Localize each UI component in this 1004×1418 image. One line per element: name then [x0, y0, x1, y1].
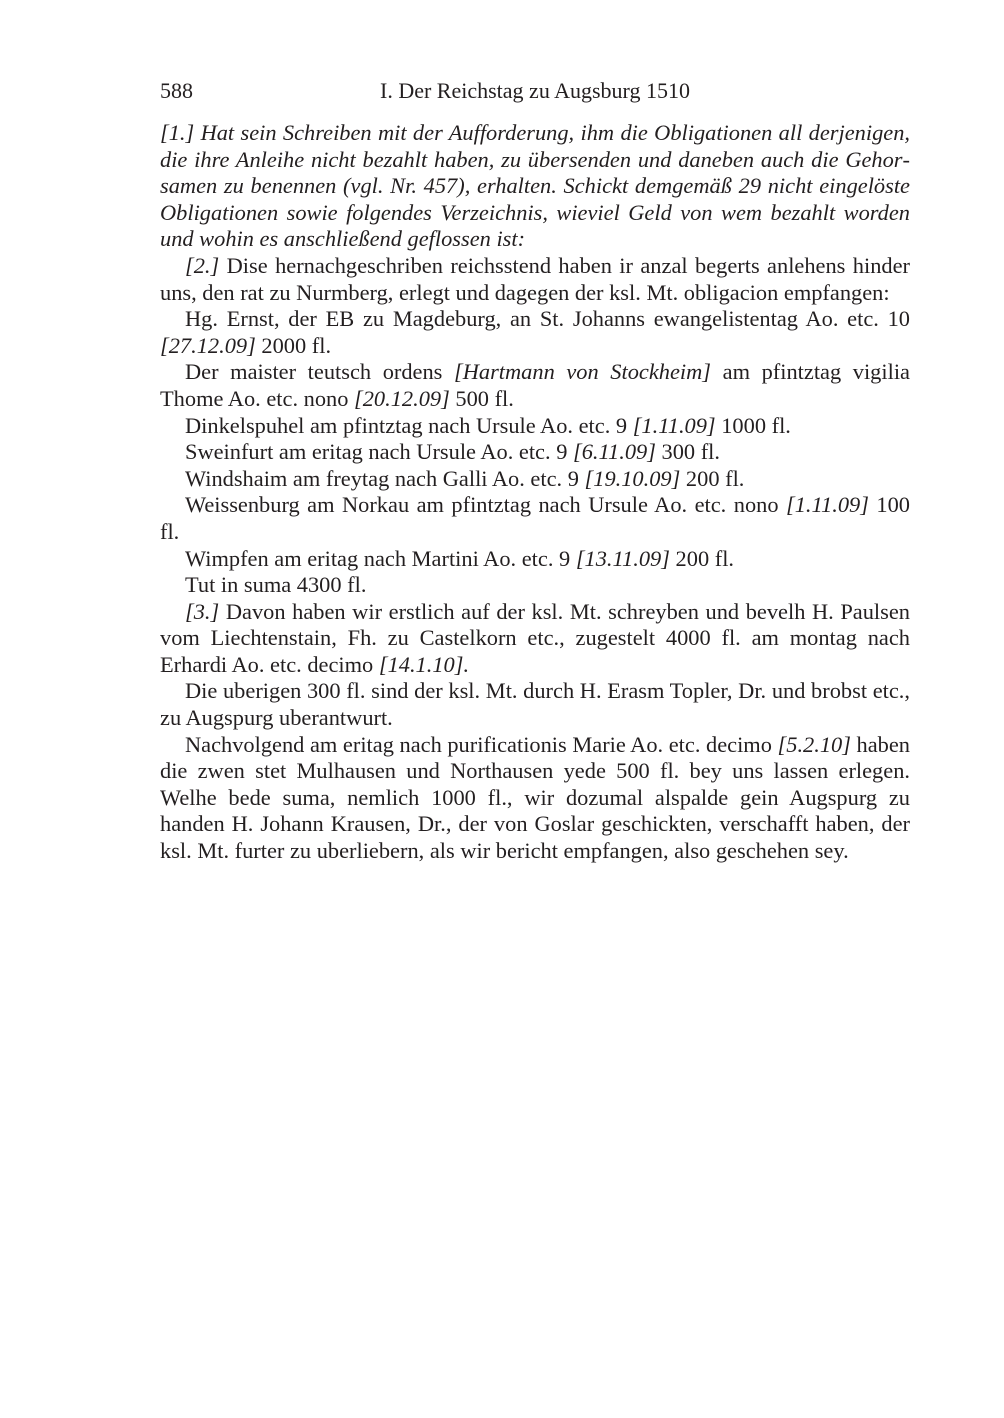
payment-entry [160, 306, 910, 359]
editorial-note: [Hartmann von Stockheim] [454, 359, 712, 385]
document-page [160, 78, 910, 865]
entry-text: am pfintztag vigilia Thome Ao. etc. nono [160, 359, 910, 411]
payment-entry [160, 439, 910, 466]
paragraph-text: Nachvolgend am eritag nach purificationis Marie Ao. etc. decimo [185, 731, 778, 757]
entry-amount: 200 fl. [669, 545, 735, 571]
paragraph-4: Die uberigen 300 fl. sind der ksl. Mt. durch H. Erasm Topler, Dr. und brobst etc., zu Augspurg uberantwurt. [160, 678, 910, 731]
entry-text: Der maister teutsch ordens [185, 359, 454, 385]
running-head [160, 78, 910, 112]
entry-date: [27.12.09] [160, 332, 256, 358]
entry-text: Hg. Ernst, der EB zu Magdeburg, an St. Johanns ewangelistentag Ao. etc. 10 [185, 306, 910, 332]
payment-entry [160, 413, 910, 440]
payment-entry [160, 359, 910, 412]
payment-entry [160, 546, 910, 573]
entry-date: [20.12.09] [354, 385, 450, 411]
entry-text: Weissenburg am Norkau am pfintztag nach Ursule Ao. etc. nono [185, 492, 786, 518]
section-marker: [2.] [185, 252, 220, 278]
payment-entry [160, 492, 910, 545]
entry-text: Dinkelspuhel am pfintztag nach Ursule Ao. etc. 9 [185, 412, 633, 438]
entry-date: [19.10.09] [584, 465, 681, 491]
entry-date: [14.1.10]. [378, 651, 470, 677]
entry-amount: 500 fl. [449, 385, 514, 411]
payment-entry [160, 466, 910, 493]
entry-amount: 1000 fl. [715, 412, 791, 438]
entry-date: [1.11.09] [632, 412, 716, 438]
entry-text: Sweinfurt am eritag nach Ursule Ao. etc. 9 [185, 439, 573, 465]
entry-date: [5.2.10] [777, 731, 851, 757]
paragraph-text: Dise hernachgeschriben reichsstend haben ir anzal begerts anlehens hinder uns, den rat zu Nurmberg, erlegt und dagegen der ksl. Mt. obligacion empfangen: [160, 252, 910, 305]
paragraph-5 [160, 732, 910, 865]
total-line: Tut in suma 4300 fl. [185, 572, 367, 598]
entry-amount: 2000 fl. [255, 332, 332, 358]
summary-paragraph: [1.] Hat sein Schreiben mit der Aufforderung, ihm die Obligationen all derjenigen, die ihre Anleihe nicht bezahlt haben, zu übersenden und daneben auch die Gehorsamen zu benennen (vgl. Nr. 457), erhalten. Schickt demgemäß 29 nicht eingelöste Obligationen sowie folgendes Verzeichnis, wieviel Geld von wem bezahlt worden und wohin es anschließend geflossen ist: [160, 120, 910, 252]
paragraph-text: Davon haben wir erstlich auf der ksl. Mt. schreyben und bevelh H. Paulsen vom Liechtenstain, Fh. zu Castelkorn etc., zugestelt 4000 fl. am montag nach Erhardi Ao. etc. decimo [160, 598, 910, 677]
entry-text: Wimpfen am eritag nach Martini Ao. etc. 9 [185, 545, 576, 571]
entry-amount: 100 fl. [160, 492, 910, 544]
entry-date: [1.11.09] [786, 492, 869, 518]
paragraph-text: haben die zwen stet Mulhausen und Northausen yede 500 fl. bey uns lassen erlegen. Welhe bede suma, nemlich 1000 fl., wir dozumal alspalde gein Augspurg zu handen H. Johann Krausen, Dr., der von Goslar geschickten, verschafft haben, der ksl. Mt. furter zu uberliebern, als wir bericht empfangen, also geschehen sey. [160, 731, 910, 864]
entry-date: [13.11.09] [575, 545, 670, 571]
entry-text: Windshaim am freytag nach Galli Ao. etc. 9 [185, 465, 585, 491]
body-text [160, 120, 910, 865]
entry-date: [6.11.09] [573, 439, 656, 465]
running-title: I. Der Reichstag zu Augsburg 1510 [380, 78, 690, 103]
page-number: 588 [160, 78, 193, 103]
paragraph-3 [160, 599, 910, 679]
entry-amount: 300 fl. [655, 439, 720, 465]
entry-amount: 200 fl. [680, 465, 745, 491]
paragraph-2 [160, 253, 910, 306]
section-marker: [3.] [185, 598, 220, 624]
